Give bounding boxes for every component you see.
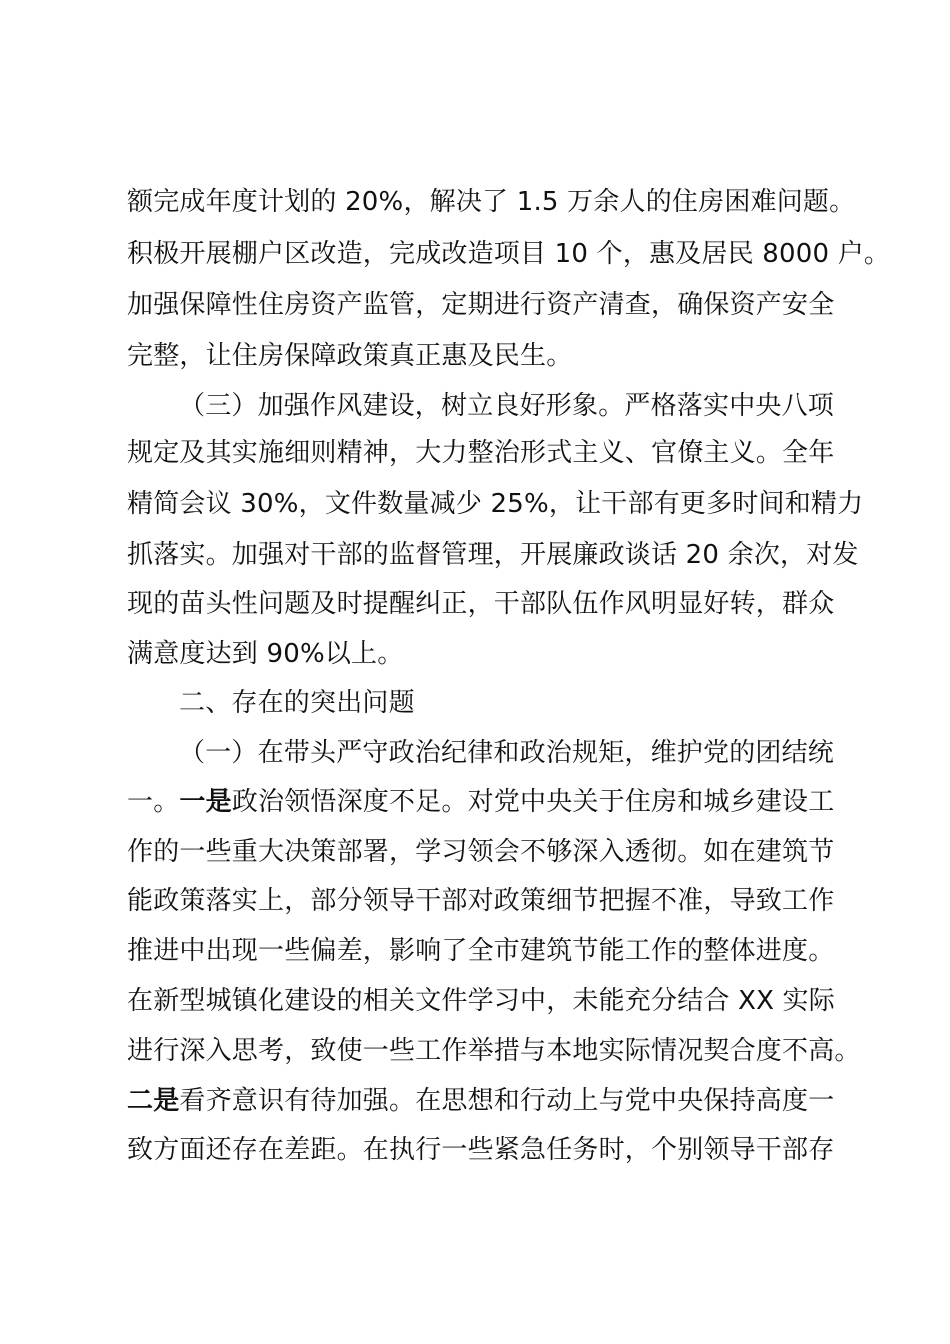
- text-line: 在新型城镇化建设的相关文件学习中，未能充分结合 XX 实际: [127, 986, 835, 1016]
- text-line: 作的一些重大决策部署，学习领会不够深入透彻。如在建筑节: [127, 837, 835, 867]
- text-line: [127, 782, 834, 822]
- text-line: [127, 1081, 834, 1121]
- text-line: 抓落实。加强对干部的监督管理，开展廉政谈话 20 余次，对发: [127, 540, 859, 570]
- line-prefix: 一。: [127, 787, 180, 817]
- text-line: 完整，让住房保障政策真正惠及民生。: [127, 341, 573, 371]
- chapter-heading: 二、存在的突出问题: [179, 688, 415, 718]
- section-heading: （一）在带头严守政治纪律和政治规矩，维护党的团结统: [179, 738, 835, 768]
- text-line: 现的苗头性问题及时提醒纠正，干部队伍作风明显好转，群众: [127, 589, 835, 619]
- section-heading: （三）加强作风建设，树立良好形象。严格落实中央八项: [179, 391, 835, 421]
- text-line: 推进中出现一些偏差，影响了全市建筑节能工作的整体进度。: [127, 936, 835, 966]
- emphasis-label: 二是: [127, 1086, 180, 1116]
- text-line: 加强保障性住房资产监管，定期进行资产清查，确保资产安全: [127, 290, 835, 320]
- text-line: 满意度达到 90%以上。: [127, 639, 404, 669]
- text-line: 致方面还存在差距。在执行一些紧急任务时，个别领导干部存: [127, 1135, 835, 1165]
- emphasis-label: 一是: [179, 787, 232, 817]
- text-line: 规定及其实施细则精神，大力整治形式主义、官僚主义。全年: [127, 438, 835, 468]
- text-line: 能政策落实上，部分领导干部对政策细节把握不准，导致工作: [127, 886, 835, 916]
- text-line: 精简会议 30%，文件数量减少 25%，让干部有更多时间和精力: [127, 489, 864, 519]
- line-text: 政治领悟深度不足。对党中央关于住房和城乡建设工: [231, 787, 835, 817]
- text-line: 额完成年度计划的 20%，解决了 1.5 万余人的住房困难问题。: [127, 187, 856, 217]
- text-line: 积极开展棚户区改造，完成改造项目 10 个，惠及居民 8000 户。: [127, 239, 891, 269]
- line-text: 看齐意识有待加强。在思想和行动上与党中央保持高度一: [179, 1086, 835, 1116]
- text-line: 进行深入思考，致使一些工作举措与本地实际情况契合度不高。: [127, 1036, 861, 1066]
